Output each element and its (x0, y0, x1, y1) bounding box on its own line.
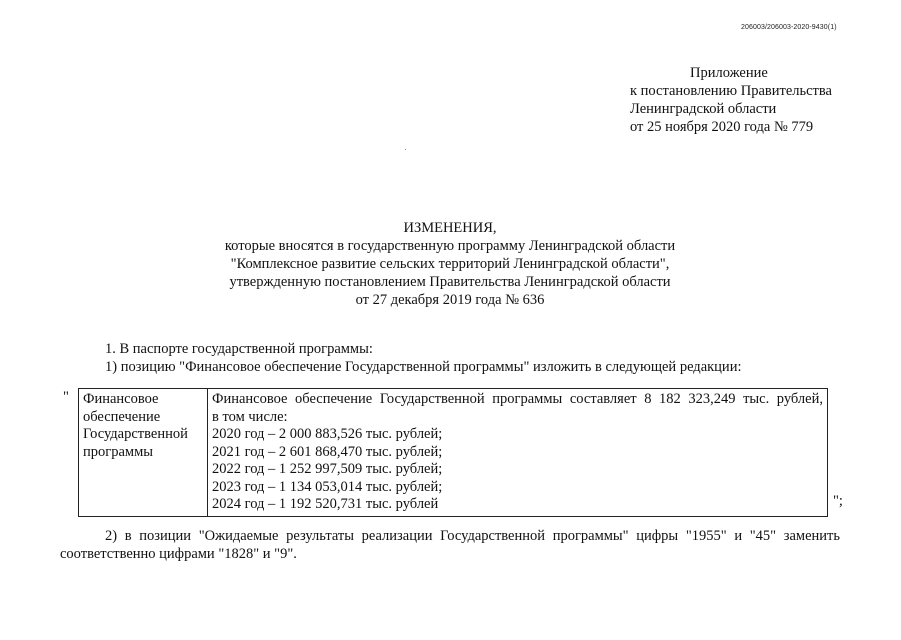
cell-line: 2021 год – 2 601 868,470 тыс. рублей; (212, 443, 443, 460)
paragraph-line: 2) в позиции "Ожидаемые результаты реализации Государственной программы" цифры "1955" и "45" заменить (105, 528, 840, 544)
appendix-header (630, 64, 832, 136)
cell-line: 2022 год – 1 252 997,509 тыс. рублей; (212, 461, 443, 477)
cell-line: Финансовое (83, 391, 159, 407)
document-reference-number: 206003/206003-2020-9430(1) (741, 24, 837, 31)
appendix-line: Ленинградской области (630, 101, 777, 117)
cell-line: Государственной (83, 426, 188, 442)
paragraph-item-1: 1. В паспорте государственной программы: (105, 341, 373, 357)
scan-speck (405, 149, 406, 150)
cell-line: в том числе: (212, 408, 288, 425)
paragraph-item-1-1: 1) позицию "Финансовое обеспечение Государственной программы" изложить в следующей редакции: (105, 359, 742, 375)
paragraph-item-2 (60, 527, 840, 563)
appendix-line: к постановлению Правительства (630, 83, 832, 99)
cell-line: 2024 год – 1 192 520,731 тыс. рублей (212, 496, 439, 512)
appendix-line: от 25 ноября 2020 года № 779 (630, 119, 814, 135)
table-cell-position-content (208, 389, 828, 517)
document-title (120, 219, 780, 309)
title-line: от 27 декабря 2019 года № 636 (355, 292, 545, 308)
table-cell-position-name (79, 389, 208, 517)
title-line: ИЗМЕНЕНИЯ, (403, 220, 497, 236)
cell-line: программы (83, 443, 153, 460)
financing-table (78, 388, 828, 517)
cell-line: Финансовое обеспечение Государственной программы составляет 8 182 323,249 тыс. рублей, (212, 391, 823, 407)
cell-line: обеспечение (83, 408, 161, 425)
title-line: "Комплексное развитие сельских территорий Ленинградской области", (230, 256, 670, 272)
cell-line: 2023 год – 1 134 053,014 тыс. рублей; (212, 478, 443, 495)
title-line: утвержденную постановлением Правительства Ленинградской области (229, 274, 671, 290)
appendix-line: Приложение (690, 65, 768, 81)
table-row (79, 389, 828, 517)
opening-quote: " (63, 389, 69, 405)
title-line: которые вносятся в государственную программу Ленинградской области (224, 238, 676, 254)
closing-quote: "; (833, 493, 843, 509)
paragraph-line: соответственно цифрами "1828" и "9". (60, 546, 297, 562)
cell-line: 2020 год – 2 000 883,526 тыс. рублей; (212, 426, 443, 442)
